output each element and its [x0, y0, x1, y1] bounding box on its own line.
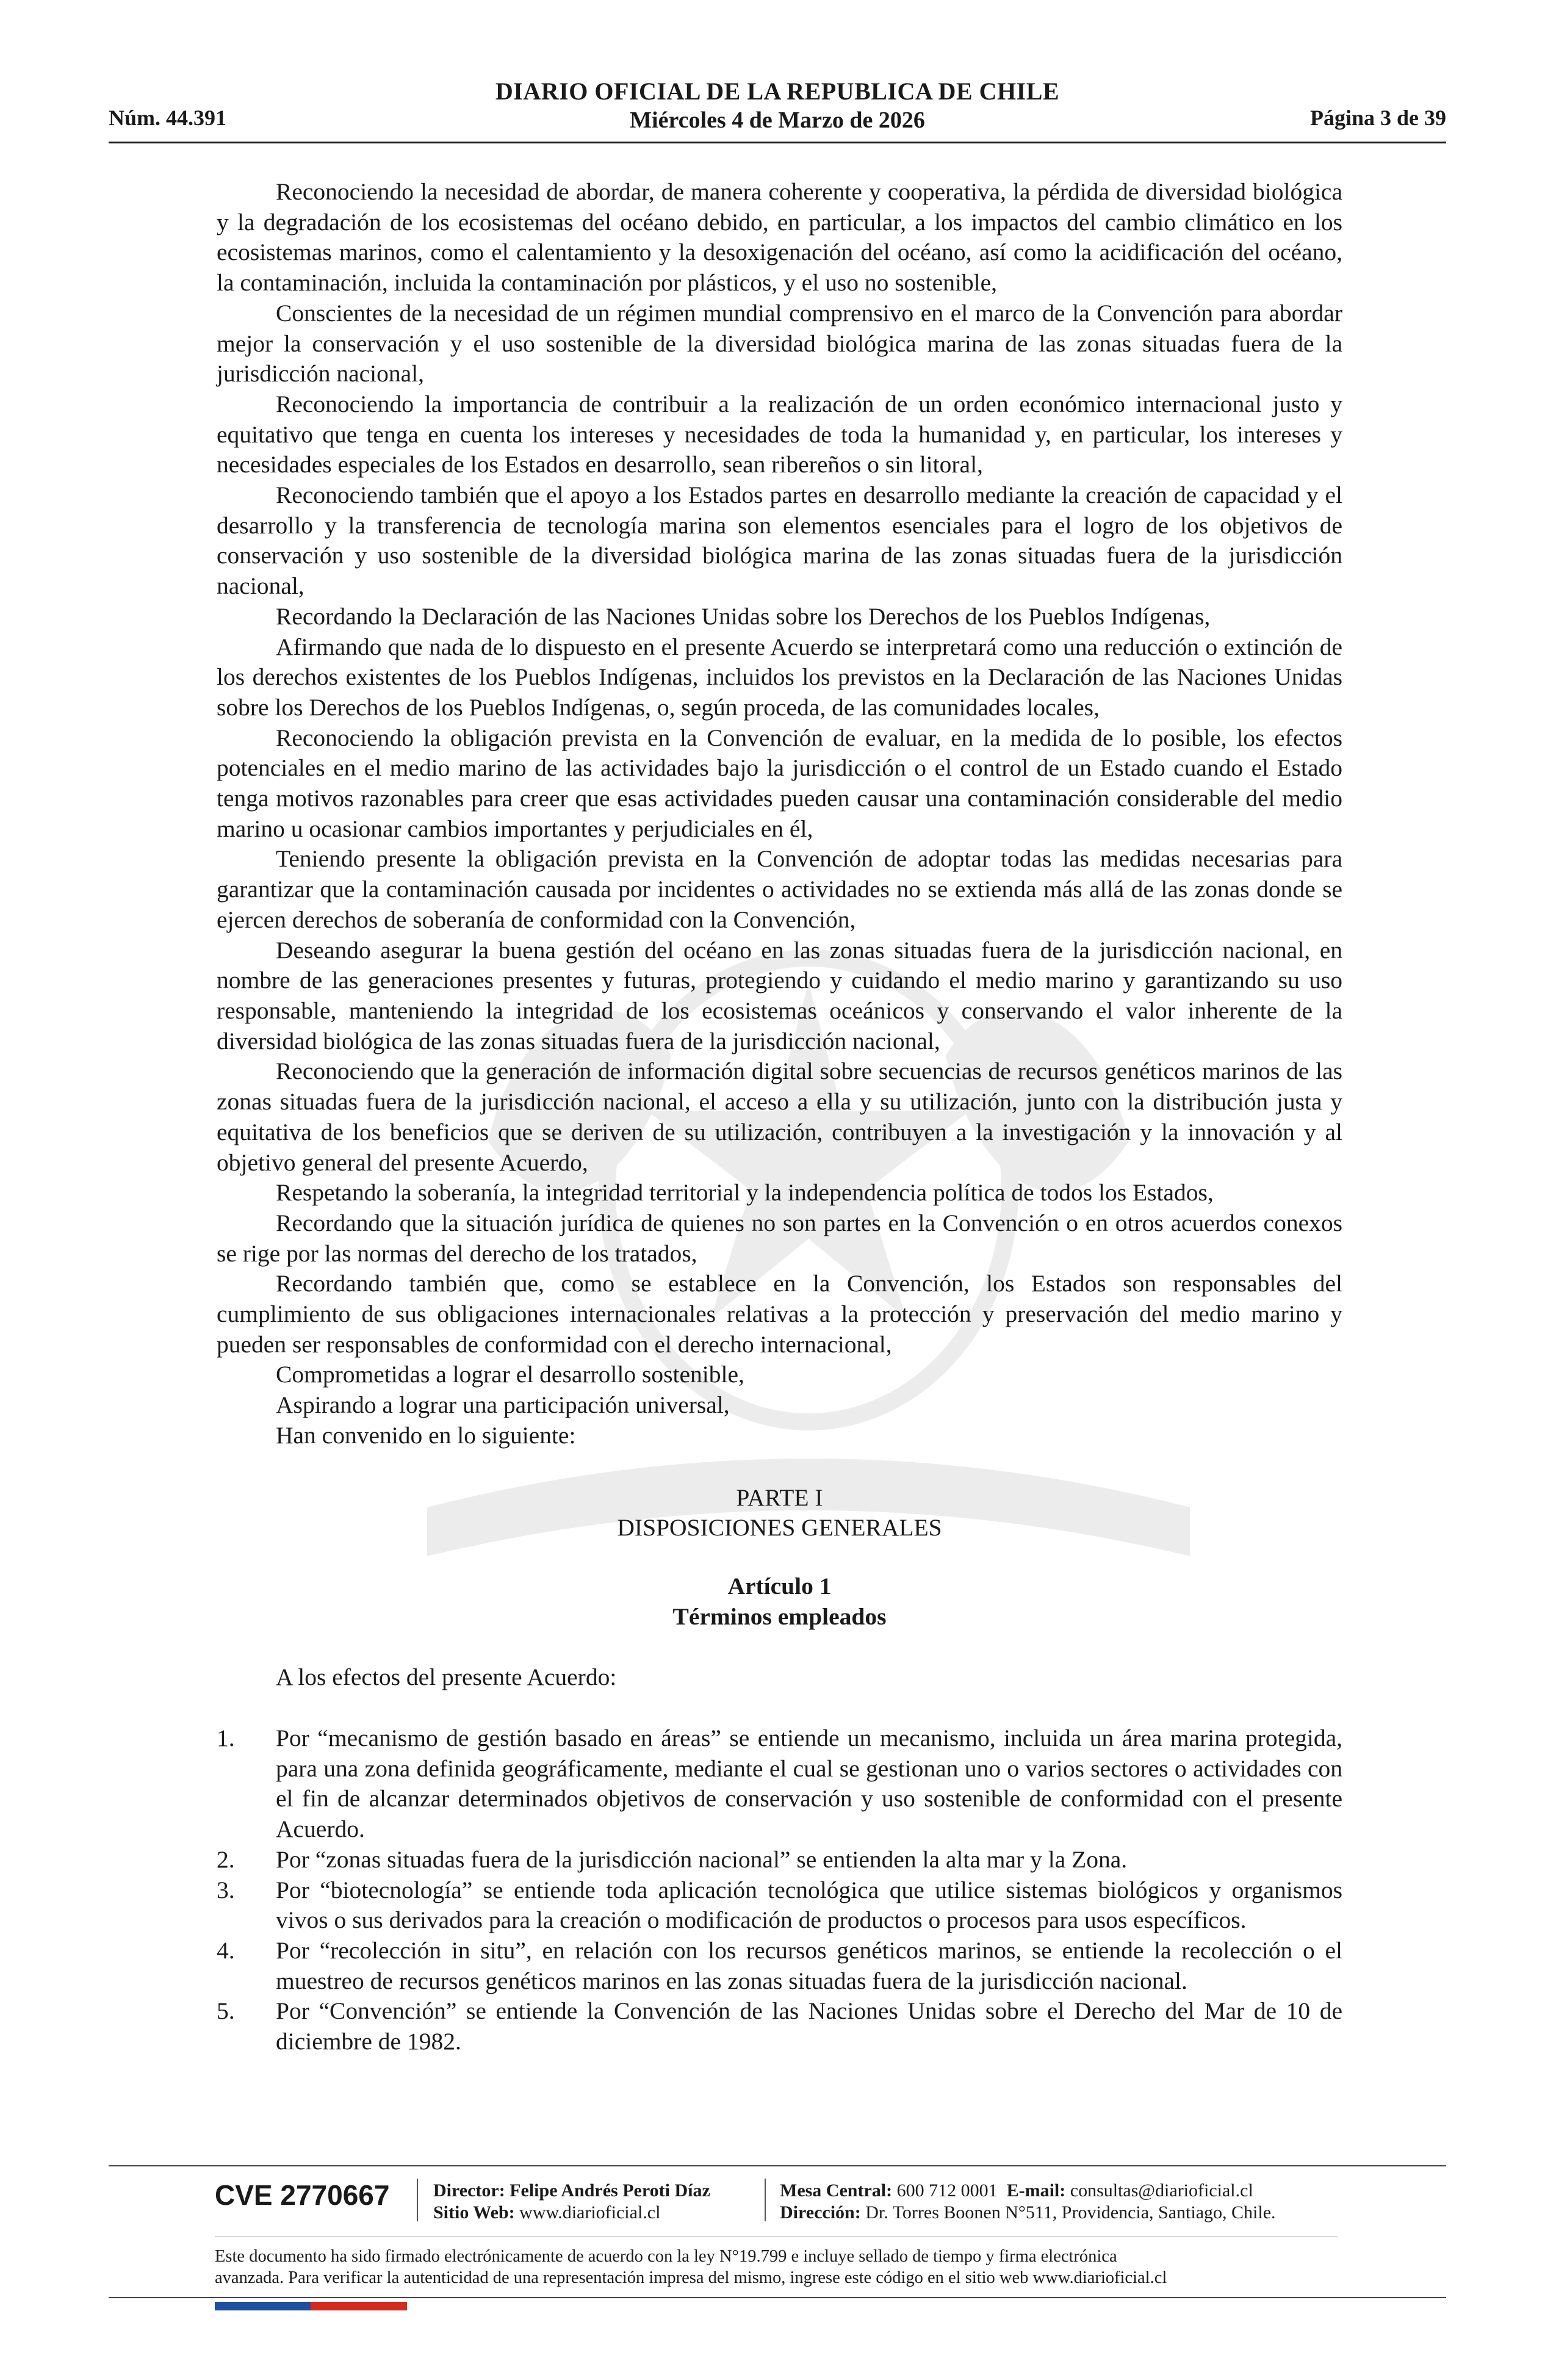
preamble-paragraph: Reconociendo la obligación prevista en la Convención de evaluar, en la medida de lo posible, los efectos potenciales en el medio marino de las actividades bajo la jurisdicción o el control de un Estado cuando el Estado tenga motivos razonables para creer que esas actividades pueden causar una contaminación considerable del medio marino u ocasionar cambios importantes y perjudiciales en él, [217, 724, 1342, 842]
address-label: Dirección: [780, 2202, 861, 2223]
website-link[interactable]: www.diarioficial.cl [519, 2202, 661, 2223]
part-heading [217, 1483, 1342, 1543]
mesa-phone: 600 712 0001 [896, 2180, 998, 2201]
cve-code: CVE 2770667 [215, 2179, 390, 2211]
item-text: Por “recolección in situ”, en relación con los recursos genéticos marinos, se entiende la recolección o el muestreo de recursos genéticos marinos en las zonas situadas fuera de la jurisdicción nacional. [276, 1936, 1342, 1994]
footer-director-block [433, 2180, 710, 2224]
preamble-paragraph: Recordando la Declaración de las Naciones Unidas sobre los Derechos de los Pueblos Indígenas, [276, 602, 1211, 630]
item-number: 2. [217, 1845, 235, 1873]
mesa-label: Mesa Central: [780, 2180, 893, 2201]
item-text: Por “biotecnología” se entiende toda aplicación tecnológica que utilice sistemas biológicos y organismos vivos o sus derivados para la creación o modificación de productos o procesos para usos específicos. [276, 1876, 1342, 1934]
footer-divider [109, 2165, 1446, 2166]
list-item [217, 1936, 1342, 1996]
preamble-paragraph: Reconociendo la necesidad de abordar, de manera coherente y cooperativa, la pérdida de diversidad biológica y la degradación de los ecosistemas del océano debido, en particular, a los impactos del cambio climático en los ecosistemas marinos, como el calentamiento y la desoxigenación del océano, así como la acidificación del océano, la contaminación, incluida la contaminación por plásticos, y el uso no sostenible, [217, 178, 1342, 297]
article-intro: A los efectos del presente Acuerdo: [276, 1664, 617, 1691]
article-label: Artículo 1 [727, 1572, 832, 1599]
list-item [217, 1845, 1342, 1875]
legal-line: avanzada. Para verificar la autenticidad de una representación impresa del mismo, ingrese este código en el sitio web www.diarioficial.cl [215, 2268, 1167, 2287]
list-item [217, 1996, 1342, 2057]
article-title: Términos empleados [672, 1603, 887, 1630]
item-number: 1. [217, 1725, 235, 1752]
preamble-paragraph: Deseando asegurar la buena gestión del océano en las zonas situadas fuera de la jurisdicción nacional, en nombre de las generaciones presentes y futuras, protegiendo y cuidando el medio marino y garantizando su uso responsable, manteniendo la integridad de los ecosistemas oceánicos y conservando el valor inherente de la diversidad biológica de las zonas situadas fuera de la jurisdicción nacional, [217, 936, 1342, 1055]
item-text: Por “zonas situadas fuera de la jurisdicción nacional” se entienden la alta mar y la Zona. [276, 1845, 1128, 1873]
header-divider [109, 142, 1446, 143]
preamble-paragraph: Han convenido en lo siguiente: [276, 1421, 576, 1449]
flag-blue-segment [215, 2302, 311, 2310]
legal-line: Este documento ha sido firmado electrónicamente de acuerdo con la ley N°19.799 e incluye sellado de tiempo y firma electrónica [215, 2247, 1117, 2266]
preamble-paragraph: Aspirando a lograr una participación universal, [276, 1391, 730, 1419]
item-text: Por “mecanismo de gestión basado en áreas” se entiende un mecanismo, incluida un área marina protegida, para una zona definida geográficamente, mediante el cual se gestionan uno o varios sectores o actividades con el fin de alcanzar determinados objetivos de conservación y uso sostenible de conformidad con el presente Acuerdo. [276, 1725, 1342, 1843]
address-value: Dr. Torres Boonen N°511, Providencia, Santiago, Chile. [865, 2202, 1276, 2223]
page-header [109, 72, 1446, 139]
footer-separator [765, 2179, 766, 2221]
page-indicator: Página 3 de 39 [1309, 106, 1446, 130]
preamble-paragraph: Recordando que la situación jurídica de quienes no son partes en la Convención o en otros acuerdos conexos se rige por las normas del derecho de los tratados, [217, 1209, 1342, 1267]
director-label: Director: [433, 2180, 505, 2201]
list-item [217, 1875, 1342, 1936]
list-item [217, 1723, 1342, 1845]
item-text: Por “Convención” se entiende la Convención de las Naciones Unidas sobre el Derecho del Mar de 10 de diciembre de 1982. [276, 1997, 1342, 2055]
part-label: PARTE I [736, 1484, 823, 1511]
publication-title: DIARIO OFICIAL DE LA REPUBLICA DE CHILE [495, 78, 1060, 105]
website-label: Sitio Web: [433, 2202, 515, 2223]
header-center [109, 77, 1446, 134]
publication-date: Miércoles 4 de Marzo de 2026 [630, 107, 925, 133]
footer-bottom-divider [109, 2297, 1446, 2298]
footer-contact-block [780, 2180, 1276, 2224]
part-title: DISPOSICIONES GENERALES [617, 1514, 942, 1542]
preamble-paragraph: Afirmando que nada de lo dispuesto en el presente Acuerdo se interpretará como una reducción o extinción de los derechos existentes de los Pueblos Indígenas, incluidos los previstos en la Declaración de las Naciones Unidas sobre los Derechos de los Pueblos Indígenas, o, según proceda, de las comunidades locales, [217, 633, 1342, 721]
footer-separator [417, 2179, 418, 2221]
preamble-paragraph: Respetando la soberanía, la integridad territorial y la independencia política de todos los Estados, [276, 1179, 1214, 1206]
email-link[interactable]: consultas@diarioficial.cl [1070, 2180, 1253, 2201]
director-name: Felipe Andrés Peroti Díaz [510, 2180, 710, 2201]
item-number: 3. [217, 1876, 235, 1903]
document-body [217, 177, 1342, 2057]
flag-stripe [215, 2302, 407, 2310]
item-number: 5. [217, 1997, 235, 2025]
issue-number: Núm. 44.391 [109, 106, 227, 130]
preamble-paragraph: Teniendo presente la obligación prevista en la Convención de adoptar todas las medidas necesarias para garantizar que la contaminación causada por incidentes o actividades no se extienda más allá de las zonas donde se ejercen derechos de soberanía de conformidad con la Convención, [217, 845, 1342, 933]
preamble-paragraph: Reconociendo que la generación de información digital sobre secuencias de recursos genéticos marinos de las zonas situadas fuera de la jurisdicción nacional, el acceso a ella y su utilización, junto con la distribución justa y equitativa de los beneficios que se deriven de su utilización, contribuyen a la investigación y la innovación y al objetivo general del presente Acuerdo, [217, 1058, 1342, 1176]
preamble-paragraph: Conscientes de la necesidad de un régimen mundial comprensivo en el marco de la Convención para abordar mejor la conservación y el uso sostenible de la diversidad biológica marina de las zonas situadas fuera de la jurisdicción nacional, [217, 299, 1342, 388]
flag-red-segment [311, 2302, 407, 2310]
preamble-paragraph: Comprometidas a lograr el desarrollo sostenible, [276, 1361, 744, 1388]
legal-notice [215, 2246, 1338, 2288]
preamble-paragraph: Reconociendo la importancia de contribuir a la realización de un orden económico internacional justo y equitativo que tenga en cuenta los intereses y necesidades de toda la humanidad y, en particular, los intereses y necesidades especiales de los Estados en desarrollo, sean ribereños o sin litoral, [217, 390, 1342, 478]
preamble-paragraph: Recordando también que, como se establece en la Convención, los Estados son responsables del cumplimiento de sus obligaciones internacionales relativas a la protección y preservación del medio marino y pueden ser responsables de conformidad con el derecho internacional, [217, 1270, 1342, 1358]
article-heading [217, 1571, 1342, 1632]
preamble-paragraph: Reconociendo también que el apoyo a los Estados partes en desarrollo mediante la creación de capacidad y el desarrollo y la transferencia de tecnología marina son elementos esenciales para el logro de los objetivos de conservación y uso sostenible de la diversidad biológica marina de las zonas situadas fuera de la jurisdicción nacional, [217, 481, 1342, 600]
email-label: E-mail: [1006, 2180, 1066, 2201]
item-number: 4. [217, 1936, 235, 1964]
